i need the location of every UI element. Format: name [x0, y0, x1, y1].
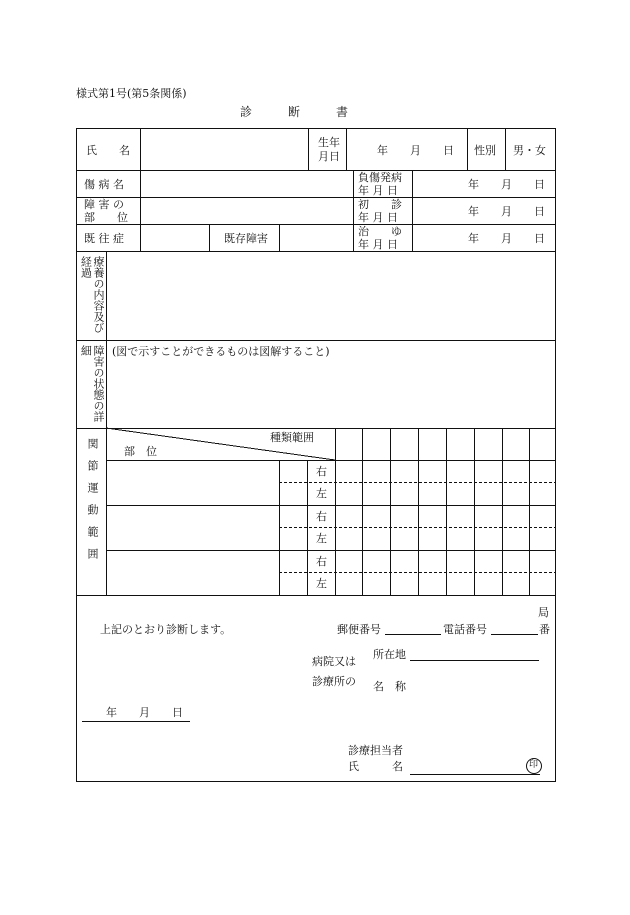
bureau-label: 局 [538, 606, 549, 619]
phone-label: 電話番号 [443, 623, 487, 636]
detail-note: (図で示すことができるものは図解すること) [112, 345, 330, 358]
rom-label: 関節運動範囲 [86, 438, 99, 570]
first-visit-label-1: 初 診 [358, 198, 402, 211]
sex-value: 男・女 [513, 144, 546, 157]
birth-label-1: 生年 [318, 136, 340, 149]
side-left-1: 左 [316, 487, 327, 500]
cure-label-1: 治 ゆ [358, 225, 402, 238]
medical-history-label: 既 往 症 [84, 232, 124, 245]
name-label: 氏 名 [86, 144, 130, 157]
onset-label-1: 負傷発病 [358, 171, 402, 184]
existing-disability-label: 既存障害 [224, 232, 268, 245]
treatment-label: 療養の内容及び経過 [79, 256, 105, 333]
postal-label: 郵便番号 [337, 623, 381, 636]
side-right-1: 右 [316, 465, 327, 478]
side-left-2: 左 [316, 532, 327, 545]
rom-kind-label: 種類範囲 [270, 431, 314, 444]
doctor-label-1: 診療担当者 [348, 744, 403, 757]
hospital-name-label: 名 称 [373, 680, 406, 693]
first-visit-label-2: 年 月 日 [358, 211, 398, 224]
diagnosis-date: 年 月 日 [106, 706, 183, 719]
birth-label-2: 月日 [318, 150, 340, 163]
doctor-label-2: 氏 名 [348, 760, 403, 773]
hospital-label-2: 診療所の [312, 675, 356, 688]
address-label: 所在地 [373, 648, 406, 661]
ban-label: 番 [539, 623, 550, 636]
rom-part-label: 部 位 [124, 445, 157, 458]
detail-label: 障害の状態の詳細 [79, 345, 105, 422]
disability-part-label-1: 障 害 の [84, 198, 124, 211]
birth-date: 年 月 日 [377, 144, 454, 157]
sex-label: 性別 [474, 144, 496, 157]
onset-date: 年 月 日 [468, 178, 545, 191]
side-left-3: 左 [316, 577, 327, 590]
page-title: 診 断 書 [240, 105, 349, 119]
form-id: 様式第1号(第5条関係) [76, 87, 187, 100]
injury-label: 傷 病 名 [84, 178, 124, 191]
first-visit-date: 年 月 日 [468, 205, 545, 218]
seal-mark: 印 [529, 760, 539, 770]
side-right-2: 右 [316, 510, 327, 523]
side-right-3: 右 [316, 555, 327, 568]
hospital-label-1: 病院又は [312, 655, 356, 668]
disability-part-label-2: 部 位 [84, 211, 128, 224]
onset-label-2: 年 月 日 [358, 184, 398, 197]
statement: 上記のとおり診断します。 [100, 623, 232, 636]
cure-label-2: 年 月 日 [358, 238, 398, 251]
cure-date: 年 月 日 [468, 232, 545, 245]
